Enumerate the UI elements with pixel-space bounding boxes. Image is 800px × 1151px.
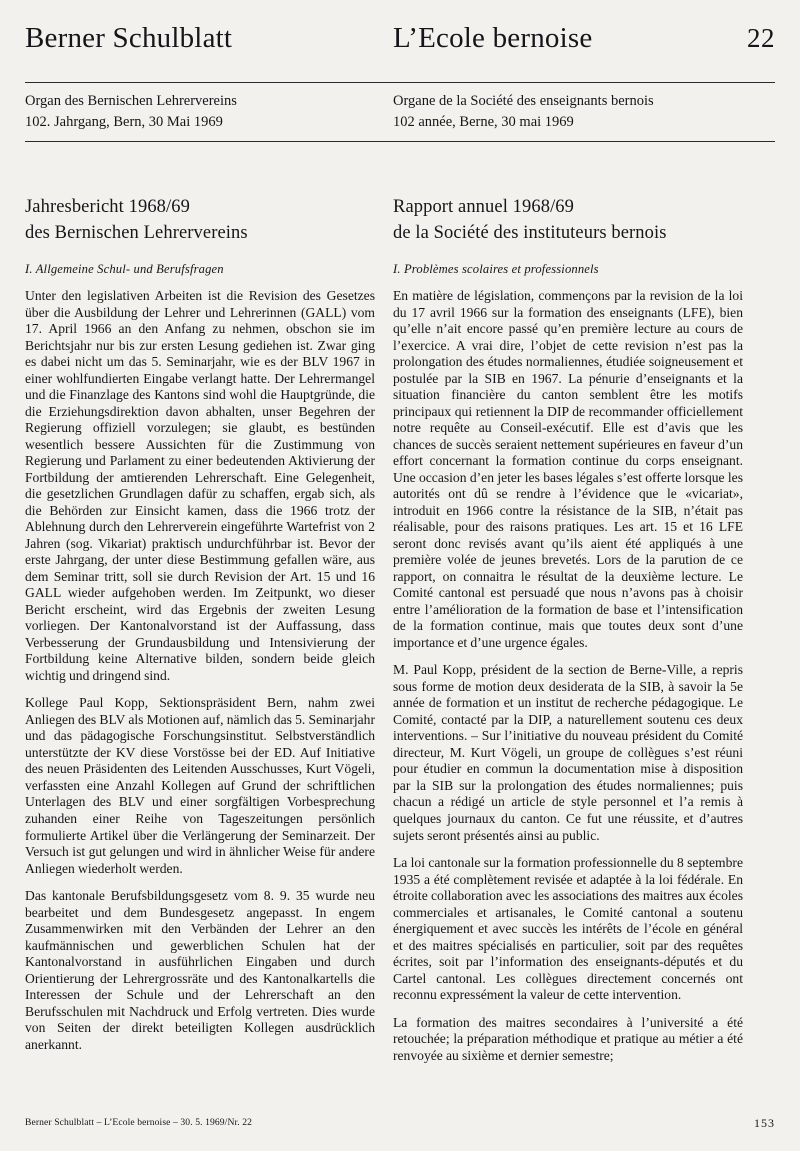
masthead-title-de: Berner Schulblatt xyxy=(25,22,233,54)
article-heading-de-line1: Jahresbericht 1968/69 xyxy=(25,197,190,217)
section-label-de: I. Allgemeine Schul- und Berufsfragen xyxy=(25,262,224,276)
paragraph: Kollege Paul Kopp, Sektionspräsident Bern, nahm zwei Anliegen des BLV als Motionen auf, nämlich das 5. Seminarjahr und das pädagogische Forschungsinstitut. Selbstverständlich unterstützte der KV diese Vorstösse bei der ED. Auf Initiative des neuen Präsidenten des Leitenden Ausschusses, Kurt Vögeli, verfassten eine Anzahl Kollegen auf Grund der schriftlichen Unterlagen des BLV und einer sorgfältigen Vorbesprechung zuhanden einer Reihe von Tageszeitungen persönlich formulierte Artikel über die Verlängerung der Seminarzeit. Der Versuch ist gut gelungen und wird in ähnlicher Weise für andere Anliegen wiederholt werden. xyxy=(25,695,375,876)
article-headings xyxy=(25,194,775,256)
article-heading-de xyxy=(25,194,375,247)
body-column-de xyxy=(25,288,375,1053)
publication-info-de-line2: 102. Jahrgang, Bern, 30 Mai 1969 xyxy=(25,113,223,130)
paragraph: En matière de législation, commençons par la revision de la loi du 17 avril 1966 sur la formation des enseignants (LFE), bien qu’elle n’ait encore passé qu’en première lecture au cours de l’exercice. A vrai dire, l’objet de cette revision n’est pas la prolongation des études normaliennes, étudiée soigneusement et postulée par la SIB en 1967. La pénurie d’enseignants et la situation financière du canton semblent être les motifs principaux qui retiennent la DIP de recommander officiellement notre requête au Conseil-exécutif. Elle est d’avis que les chances de succès seraient nettement supérieures en faveur d’un effort concernant la formation continue du corps enseignant. Une occasion d’en jeter les bases légales s’est offerte lorsque les autorités ont dû se rendre à l’évidence que le «vicariat», introduit en 1966 contre la résistance de la SIB, n’était pas réalisable, pour des raisons pratiques. Les art. 15 et 16 LFE seront donc revisés avant qu’ils aient été appliqués à une première volée de jeunes brevetés. Lors de la parution de ce rapport, on connaitra le résultat de la deuxième lecture. Le Comité cantonal est persuadé que nous n’avons pas à choisir entre l’amélioration de la formation de base et l’intensification de la formation continue, mais que toutes deux sont d’une importance et d’une urgence égales. xyxy=(393,288,743,650)
publication-info-fr xyxy=(393,91,743,132)
paragraph: La loi cantonale sur la formation professionnelle du 8 septembre 1935 a été complètement revisée et adaptée à la loi fédérale. En étroite collaboration avec les associations des maitres aux écoles commerciales et artisanales, le Comité cantonal a soutenu énergiquement et avec succès les intérêts de l’école en général et des maitres spécialisés en particulier, soit par des requêtes écrites, soit par l’information des enseignants-députés et du Cartel cantonal. Les collègues directement concernés ont reconnu expressément la valeur de cette intervention. xyxy=(393,855,743,1003)
page-footer xyxy=(25,1117,775,1133)
paragraph: Unter den legislativen Arbeiten ist die Revision des Gesetzes über die Ausbildung der Lehrer und Lehrerinnen (GALL) vom 17. April 1966 an den Anfang zu nehmen, obschon sie im Berichtsjahr nur bis zur ersten Lesung gediehen ist. Zwar ging es dabei nicht um das 5. Seminarjahr, wie es der BLV 1967 in einer wohlfundierten Eingabe verlangt hatte. Der Lehrermangel und die Finanzlage des Kantons sind wohl die Hauptgründe, die die Erziehungsdirektion davon abhalten, unser Begehren der Regierung offiziell vorzulegen; sie glaubt, es bestünden wesentlich bessere Aussichten für die Zustimmung von Regierung und Parlament zu einer bedeutenden Aktivierung der Fortbildung der amtierenden Lehrerschaft. Eine Gelegenheit, die gesetzlichen Grundlagen dafür zu schaffen, ergab sich, als die Behörden zur Einsicht kamen, dass die 1966 trotz der Ablehnung durch den Lehrerverein eingeführte Wartefrist von 2 Jahren (sog. Vikariat) praktisch undurchführbar ist. Bevor der erste Jahrgang, der unter diese Bestimmung gefallen wäre, aus dem Seminar tritt, soll sie durch Revision der Art. 15 und 16 GALL wieder aufgehoben werden. Im Zeitpunkt, wo dieser Bericht erscheint, wird das Ergebnis der zweiten Lesung vorliegen. Der Kantonalvorstand ist der Auffassung, dass Verbesserung der Grundausbildung und Intensivierung der Fortbildung keine Alternative bilden, sondern beide gleich wichtig und dringend sind. xyxy=(25,288,375,683)
article-heading-de-line2: des Bernischen Lehrervereins xyxy=(25,223,248,244)
article-heading-fr xyxy=(393,194,743,247)
section-labels xyxy=(25,262,775,284)
body-column-fr xyxy=(393,288,743,1064)
publication-info-de xyxy=(25,91,375,132)
publication-info-fr-line2: 102 année, Berne, 30 mai 1969 xyxy=(393,113,574,130)
masthead xyxy=(25,22,775,82)
masthead-rule-bottom xyxy=(25,141,775,142)
publication-info-band xyxy=(25,83,775,141)
paragraph: M. Paul Kopp, président de la section de Berne-Ville, a repris sous forme de motion deux desiderata de la SIB, à savoir la 5e année de formation et un institut de recherche pédagogique. Le Comité, contacté par la DIP, a naturellement soutenu ces deux interventions. – Sur l’initiative du nouveau président du Comité directeur, M. Kurt Vögeli, un groupe de collègues s’est réuni pour étudier en commun la documentation mise à disposition par la SIB sur la prolongation des études normaliennes; puis chacun a rédigé un article de style personnel et l’a remis à quelques journaux du canton. Ce fut une réussite, et d’autres sujets seront présentés ainsi au public. xyxy=(393,662,743,843)
article-heading-fr-line1: Rapport annuel 1968/69 xyxy=(393,197,575,217)
paragraph: La formation des maitres secondaires à l’université a été retouchée; la préparation méthodique et pratique au métier a été renvoyée au sixième et dernier semestre; xyxy=(393,1014,743,1063)
article-heading-fr-line2: de la Société des instituteurs bernois xyxy=(393,223,667,244)
paragraph: Das kantonale Berufsbildungsgesetz vom 8. 9. 35 wurde neu bearbeitet und dem Bundesgesetz angepasst. In engem Zusammenwirken mit den Verbänden der Lehrer an den kaufmännischen und gewerblichen Schulen hat der Kantonalvorstand in ausführlichen Eingaben und durch Orientierung der Lehrergrossräte und des Kantonalkartells die Interessen der Schule und der Lehrerschaft an den Berufsschulen mit Nachdruck und Erfolg vertreten. Dies wurde von Seiten der direkt beteiligten Kollegen ausdrücklich anerkannt. xyxy=(25,888,375,1052)
publication-info-de-line1: Organ des Bernischen Lehrervereins xyxy=(25,93,237,109)
page-number: 153 xyxy=(754,1116,775,1130)
publication-info-fr-line1: Organe de la Société des enseignants bernois xyxy=(393,93,654,109)
section-label-fr: I. Problèmes scolaires et professionnels xyxy=(393,262,599,276)
masthead-title-fr: L’Ecole bernoise xyxy=(393,22,593,54)
footer-citation: Berner Schulblatt – L’Ecole bernoise – 30. 5. 1969/Nr. 22 xyxy=(25,1117,253,1128)
issue-number: 22 xyxy=(747,23,775,53)
